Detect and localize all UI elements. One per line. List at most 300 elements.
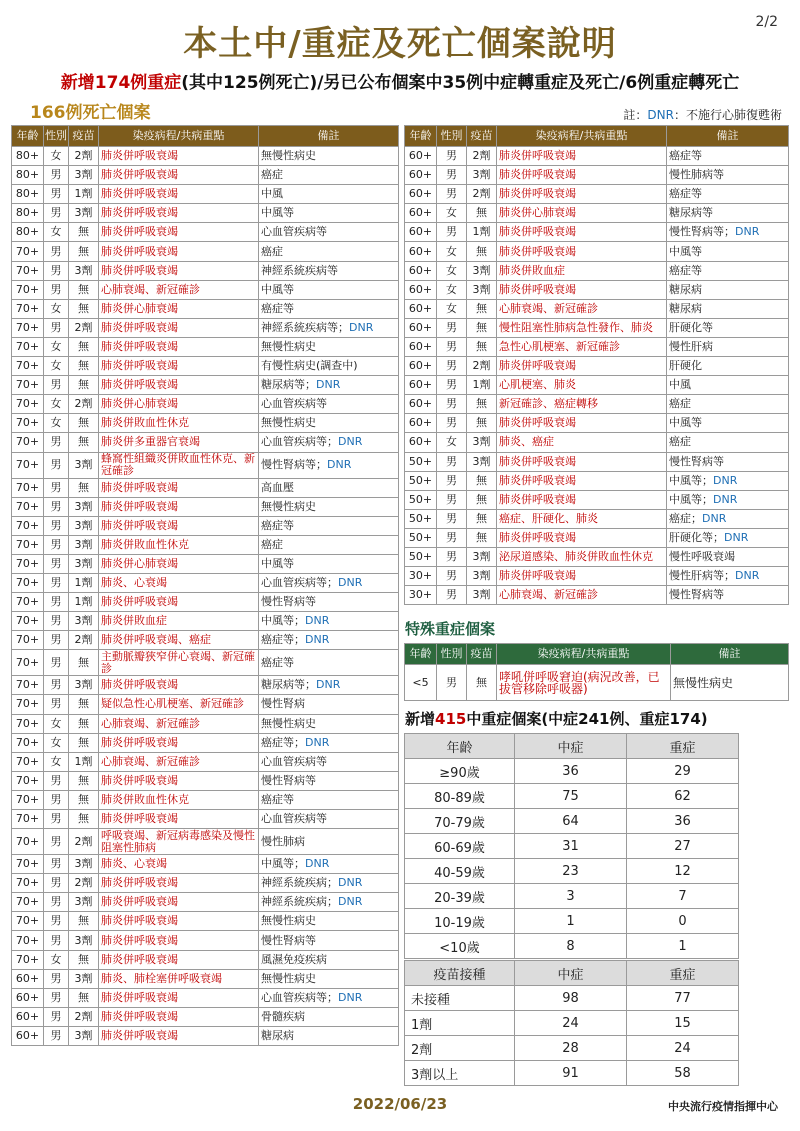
cell-disease: 心肌梗塞、肺炎 [497,376,667,395]
cell-remark [259,166,399,185]
remark-text: 癌症； [669,511,702,525]
remark-text: 慢性腎病 [261,697,305,711]
cell-age: 60+ [405,376,437,395]
cell-vaccine: 2劑 [467,357,497,376]
remark-text: 慢性腎病等 [669,588,724,602]
table-row [12,318,399,337]
cell-sex: 男 [437,567,467,586]
header-vaccine: 疫苗 [467,126,497,147]
cell-sex: 女 [437,261,467,280]
cell-disease: 急性心肌梗塞、新冠確診 [497,337,667,356]
dnr-tag: DNR [305,614,330,628]
cell-vaccine: 2劑 [467,185,497,204]
remark-text: 心血管疾病等 [261,812,327,826]
cell-vaccine: 無 [69,810,99,829]
cell-age: 70+ [12,497,44,516]
cell-age: 60+ [405,185,437,204]
cell-remark [667,204,789,223]
cell-vaccine: 無 [467,299,497,318]
cell-remark [667,357,789,376]
cell-sex: 男 [44,874,69,893]
table-row [405,471,789,490]
cell-label: 3劑以上 [405,1061,515,1086]
cell-vaccine: 1劑 [467,376,497,395]
dnr-tag: DNR [702,511,727,525]
remark-text: 癌症等 [261,518,294,532]
cell-remark [259,810,399,829]
table-header-row [405,644,789,665]
table-header-row [405,126,789,147]
cell-disease: 肺炎併呼吸衰竭 [99,357,259,376]
remark-text: 癌症 [261,168,283,182]
table-row [405,242,789,261]
header-severe: 重症 [627,734,739,759]
cell-severe: 29 [627,759,739,784]
cell-vaccine: 3劑 [467,280,497,299]
cell-disease: 肺炎併呼吸衰竭 [497,567,667,586]
cell-age: 70+ [12,242,44,261]
remark-text: 糖尿病 [669,301,702,315]
cell-sex: 男 [44,988,69,1007]
cell-age: 60+ [405,433,437,452]
remark-text: 神經系統疾病等 [261,263,338,277]
cell-age: 60+ [12,1007,44,1026]
cell-disease: 肺炎併呼吸衰竭 [99,771,259,790]
remark-text: 慢性肝病 [669,339,713,353]
cell-remark [259,395,399,414]
cell-remark [667,299,789,318]
cell-age: 50+ [405,490,437,509]
cell-disease: 肺炎、癌症 [497,433,667,452]
header-moderate: 中症 [515,961,627,986]
cell-vaccine: 3劑 [69,166,99,185]
cell-sex: 男 [437,665,467,701]
cell-age: 50+ [405,452,437,471]
table-row [12,147,399,166]
dnr-tag: DNR [338,990,363,1004]
cell-remark [667,147,789,166]
remark-text: 癌症 [669,435,691,449]
cell-disease: 肺炎併呼吸衰竭 [497,185,667,204]
remark-text: 中風 [261,187,283,201]
table-row [12,414,399,433]
cell-age: 70+ [12,573,44,592]
cell-remark [259,223,399,242]
cell-remark [667,509,789,528]
cell-age: 80+ [12,223,44,242]
cell-remark [667,166,789,185]
cell-label: 70-79歲 [405,809,515,834]
cell-age: 70+ [12,650,44,676]
table-row [12,452,399,478]
cell-age: 70+ [12,912,44,931]
cell-disease: 肺炎併呼吸衰竭 [497,490,667,509]
cell-vaccine: 3劑 [467,567,497,586]
cell-vaccine: 1劑 [69,185,99,204]
cell-remark [667,280,789,299]
cell-sex: 男 [44,478,69,497]
cell-disease: 肺炎併心肺衰竭 [99,299,259,318]
remark-text: 癌症 [261,537,283,551]
cell-disease: 肺炎併呼吸衰竭 [99,893,259,912]
cell-disease: 肺炎併呼吸衰竭 [99,676,259,695]
cell-sex: 男 [44,893,69,912]
cell-sex: 男 [437,337,467,356]
remark-text: 心血管疾病等 [261,397,327,411]
cell-disease: 肺炎併呼吸衰竭 [99,810,259,829]
cell-disease: 肺炎併呼吸衰竭 [497,471,667,490]
cell-sex: 男 [437,147,467,166]
cell-age: 60+ [405,414,437,433]
cell-disease: 肺炎併呼吸衰竭 [99,988,259,1007]
remark-text: 肝硬化等； [669,530,724,544]
cell-remark [259,1026,399,1045]
cell-sex: 男 [44,855,69,874]
severe-heading-suffix: 中重症個案(中症241例、重症174) [466,710,708,728]
remark-text: 慢性腎病等 [669,454,724,468]
table-row [12,790,399,809]
dnr-tag: DNR [316,378,341,392]
cell-age: 70+ [12,357,44,376]
cell-label: <10歲 [405,934,515,959]
cell-vaccine: 1劑 [467,223,497,242]
table-row [405,299,789,318]
table-row [405,547,789,566]
dnr-tag: DNR [338,435,363,449]
remark-text: 無慢性病史 [261,499,316,513]
subtitle-highlight: 新增174例重症 [60,73,182,93]
cell-sex: 男 [44,318,69,337]
table-row [12,166,399,185]
remark-text: 肝硬化等 [669,320,713,334]
cell-sex: 男 [44,516,69,535]
cell-vaccine: 3劑 [69,1026,99,1045]
cell-severe: 24 [627,1036,739,1061]
cell-severe: 62 [627,784,739,809]
header-disease: 染疫病程/共病重點 [497,644,671,665]
cell-age: 70+ [12,733,44,752]
cell-sex: 男 [44,771,69,790]
cell-label: 40-59歲 [405,859,515,884]
cell-sex: 男 [44,242,69,261]
cell-disease: 慢性阻塞性肺病急性發作、肺炎 [497,318,667,337]
table-row [12,516,399,535]
cell-sex: 男 [44,969,69,988]
cell-vaccine: 無 [467,337,497,356]
cell-sex: 女 [44,414,69,433]
cell-age: 80+ [12,166,44,185]
cell-age: 50+ [405,547,437,566]
header-vaccine: 疫苗 [69,126,99,147]
cell-severe: 7 [627,884,739,909]
table-row [405,204,789,223]
cell-age: 70+ [12,395,44,414]
table-row [12,829,399,855]
cell-disease: 肺炎併呼吸衰竭 [497,280,667,299]
table-row [12,676,399,695]
header-disease: 染疫病程/共病重點 [497,126,667,147]
page-title: 本土中/重症及死亡個案說明 [183,24,617,64]
cell-disease: 肺炎併呼吸衰竭 [99,478,259,497]
cell-vaccine: 無 [467,318,497,337]
cell-disease: 肺炎併呼吸衰竭 [99,261,259,280]
table-row [405,528,789,547]
cell-age: 60+ [405,337,437,356]
dnr-tag: DNR [349,320,374,334]
cell-remark [259,357,399,376]
cell-sex: 男 [44,497,69,516]
cell-age: 70+ [12,414,44,433]
cell-remark [259,912,399,931]
header-age-group: 年齡 [405,734,515,759]
remark-text: 神經系統疾病； [261,895,338,909]
table-row [405,859,739,884]
cell-sex: 男 [44,554,69,573]
cell-disease: 肺炎併呼吸衰竭 [497,147,667,166]
remark-text: 中風 [669,378,691,392]
table-row [12,593,399,612]
table-row [12,433,399,452]
remark-text: 神經系統疾病； [261,876,338,890]
table-row [12,185,399,204]
death-cases-table-right [404,125,789,605]
table-row [12,478,399,497]
cell-age: 60+ [405,299,437,318]
dnr-tag: DNR [338,895,363,909]
cell-disease: 肺炎、肺栓塞併呼吸衰竭 [99,969,259,988]
cell-severe: 12 [627,859,739,884]
cell-vaccine: 無 [69,414,99,433]
cell-sex: 女 [44,950,69,969]
table-row [405,166,789,185]
cell-moderate: 91 [515,1061,627,1086]
cell-age: 30+ [405,586,437,605]
cell-sex: 女 [44,733,69,752]
cell-age: 70+ [12,695,44,714]
cell-vaccine: 無 [69,650,99,676]
remark-text: 中風等 [669,416,702,430]
cell-severe: 0 [627,909,739,934]
cell-moderate: 3 [515,884,627,909]
table-row [12,893,399,912]
cell-age: 60+ [12,1026,44,1045]
table-row [405,1036,739,1061]
cell-disease: 肺炎併呼吸衰竭 [99,593,259,612]
death-cases-heading: 166例死亡個案 [30,103,151,123]
cell-remark [259,752,399,771]
cell-remark [259,433,399,452]
table-row [405,759,739,784]
cell-remark [667,395,789,414]
cell-disease: 肺炎併呼吸衰竭、癌症 [99,631,259,650]
cell-age: 70+ [12,631,44,650]
cell-disease: 心肺衰竭、新冠確診 [497,299,667,318]
cell-disease: 肺炎併敗血性休克 [99,790,259,809]
header-sex: 性別 [44,126,69,147]
dnr-tag: DNR [713,492,738,506]
header-moderate: 中症 [515,734,627,759]
remark-text: 癌症 [261,244,283,258]
cell-moderate: 64 [515,809,627,834]
cell-severe: 27 [627,834,739,859]
cell-disease: 心肺衰竭、新冠確診 [497,586,667,605]
cell-age: 70+ [12,318,44,337]
table-row [12,912,399,931]
cell-disease: 肺炎、心衰竭 [99,573,259,592]
cell-vaccine: 3劑 [69,855,99,874]
cell-sex: 男 [44,931,69,950]
cell-remark [259,204,399,223]
cell-sex: 男 [44,1007,69,1026]
cell-remark [259,676,399,695]
cell-moderate: 36 [515,759,627,784]
cell-age: 70+ [12,535,44,554]
report-date: 2022/06/23 [352,1095,448,1113]
cell-age: 80+ [12,185,44,204]
remark-text: 糖尿病等； [261,678,316,692]
cell-vaccine: 2劑 [69,829,99,855]
remark-text: 糖尿病等； [261,378,316,392]
table-row [12,752,399,771]
cell-sex: 女 [437,204,467,223]
remark-text: 心血管疾病等； [261,990,338,1004]
cell-sex: 男 [44,829,69,855]
cell-vaccine: 2劑 [69,318,99,337]
cell-age: 70+ [12,810,44,829]
cell-remark [667,471,789,490]
dnr-tag: DNR [735,225,760,239]
cell-vaccine: 無 [467,490,497,509]
cell-age: 60+ [405,223,437,242]
cell-age: 70+ [12,855,44,874]
table-row [12,337,399,356]
cell-moderate: 1 [515,909,627,934]
table-row [405,433,789,452]
remark-text: 心血管疾病等； [261,576,338,590]
table-row [12,223,399,242]
cell-vaccine: 3劑 [467,166,497,185]
cell-remark [259,478,399,497]
table-row [12,280,399,299]
table-row [405,567,789,586]
table-row [12,261,399,280]
cell-remark [259,988,399,1007]
dnr-tag: DNR [305,633,330,647]
table-row [405,1011,739,1036]
remark-text: 慢性呼吸衰竭 [669,550,735,564]
cell-sex: 男 [44,1026,69,1045]
cell-sex: 女 [437,242,467,261]
table-row [12,1026,399,1045]
cell-sex: 女 [437,433,467,452]
cell-sex: 男 [437,414,467,433]
cell-remark [259,695,399,714]
table-row [405,490,789,509]
table-row [12,204,399,223]
cell-vaccine: 無 [69,950,99,969]
cell-disease: 肺炎併呼吸衰竭 [99,185,259,204]
subtitle [0,68,800,93]
cell-sex: 女 [44,395,69,414]
table-row [405,147,789,166]
cell-vaccine: 3劑 [69,497,99,516]
cell-vaccine: 3劑 [467,547,497,566]
remark-text: 癌症等 [261,792,294,806]
cell-remark [667,567,789,586]
cell-age: 70+ [12,478,44,497]
table-row [12,497,399,516]
cell-disease: 肺炎併呼吸衰竭 [99,318,259,337]
cell-age: 70+ [12,299,44,318]
remark-text: 心血管疾病等； [261,435,338,449]
cell-sex: 男 [437,357,467,376]
cell-label: 未接種 [405,986,515,1011]
cell-remark [667,376,789,395]
cell-sex: 男 [437,528,467,547]
cell-age: 70+ [12,790,44,809]
table-row [12,855,399,874]
cell-remark [259,771,399,790]
cell-severe: 36 [627,809,739,834]
cell-sex: 女 [44,752,69,771]
table-row [405,414,789,433]
cell-disease: 蜂窩性組織炎併敗血性休克、新冠確診 [99,452,259,478]
cell-disease: 肺炎併呼吸衰竭 [99,166,259,185]
table-row [12,299,399,318]
cell-remark [259,516,399,535]
cell-age: 60+ [405,204,437,223]
cell-sex: 女 [44,223,69,242]
remark-text: 有慢性病史(調查中) [261,359,358,373]
table-row [405,884,739,909]
cell-sex: 女 [44,147,69,166]
special-cases-table [404,643,789,701]
cell-age: 60+ [405,147,437,166]
cell-sex: 女 [44,299,69,318]
cell-vaccine: 無 [467,509,497,528]
remark-text: 慢性肺病等 [669,168,724,182]
cell-sex: 男 [44,185,69,204]
cell-disease: 肺炎併心肺衰竭 [99,554,259,573]
dnr-tag: DNR [338,876,363,890]
cell-age: 70+ [12,931,44,950]
cell-age: 70+ [12,280,44,299]
cell-severe: 58 [627,1061,739,1086]
cell-vaccine: 1劑 [69,752,99,771]
cell-vaccine: 1劑 [69,593,99,612]
cell-disease: 心肺衰竭、新冠確診 [99,280,259,299]
cell-vaccine: 3劑 [467,261,497,280]
cell-remark [259,261,399,280]
page-number: 2/2 [755,14,778,30]
cell-remark [667,452,789,471]
remark-text: 慢性腎病等 [261,773,316,787]
table-row [12,573,399,592]
dnr-tag: DNR [338,576,363,590]
remark-text: 中風等； [261,614,305,628]
cell-remark [259,376,399,395]
cell-age: 70+ [12,714,44,733]
remark-text: 癌症等； [261,735,305,749]
cell-vaccine: 2劑 [69,874,99,893]
cell-vaccine: 2劑 [467,147,497,166]
cell-label: 2劑 [405,1036,515,1061]
cell-disease: 肺炎併呼吸衰竭 [497,223,667,242]
cell-vaccine: 無 [69,733,99,752]
cell-disease: 心肺衰竭、新冠確診 [99,752,259,771]
cell-age: 80+ [12,204,44,223]
age-breakdown-table [404,733,739,959]
